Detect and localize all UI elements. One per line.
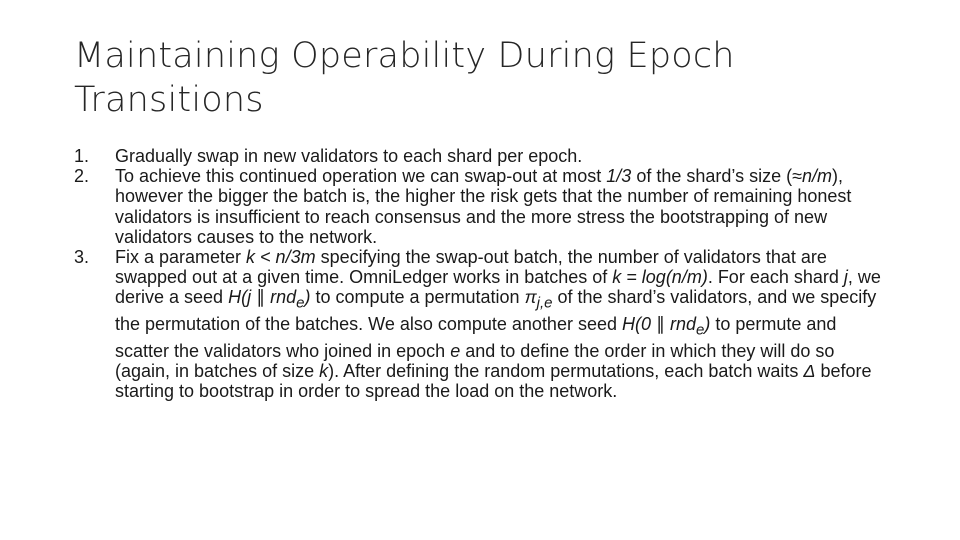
italic-text: ) <box>704 314 711 335</box>
list-item <box>74 146 884 166</box>
italic-text: k = log(n/m) <box>612 267 708 288</box>
italic-text: H(0 ∥ rnd <box>621 314 697 335</box>
subscript-text: e <box>696 321 705 339</box>
text-run: Gradually swap in new validators to each shard per epoch. <box>115 146 583 166</box>
italic-text: n/m <box>801 166 832 187</box>
list-number: 3. <box>74 247 90 268</box>
italic-text: H(j ∥ rnd <box>228 287 297 308</box>
italic-text: ) <box>304 287 311 308</box>
italic-text: π <box>524 287 537 308</box>
list-item-text <box>115 166 851 247</box>
bullet-list <box>74 146 884 402</box>
subscript-text: e <box>296 295 305 313</box>
slide-title: Maintaining Operability During Epoch Transitions <box>74 36 735 120</box>
text-run: ). After defining the random permutations, each batch waits <box>328 361 804 382</box>
text-run: specifying the swap-out batch, the number of validators that are swapped out at a given time. OmniLedger works in batches of <box>115 247 827 288</box>
text-run: to compute a permutation <box>310 287 525 308</box>
italic-text: 1/3 <box>606 166 632 187</box>
list-item-text <box>115 247 881 401</box>
text-run: of the shard’s validators, and we specify the permutation of the batches. We also compute another seed <box>115 287 877 335</box>
list-number: 2. <box>74 166 90 187</box>
list-item-text <box>115 146 582 166</box>
subscript-text: j,e <box>536 295 553 313</box>
italic-text: Δ <box>803 361 816 382</box>
text-run: . For each shard <box>707 267 844 288</box>
text-run: to permute and scatter the validators who joined in epoch <box>115 314 837 362</box>
text-run: , we derive a seed <box>115 267 881 308</box>
list-item <box>74 166 884 247</box>
italic-text: k < n/3m <box>246 247 316 268</box>
italic-text: e <box>450 341 461 362</box>
italic-text: j <box>843 267 848 288</box>
text-run: of the shard’s size (≈ <box>631 166 802 187</box>
text-run: before starting to bootstrap in order to spread the load on the network. <box>115 361 872 402</box>
list-number: 1. <box>74 146 90 166</box>
text-run: and to define the order in which they will do so (again, in batches of size <box>115 341 835 382</box>
text-run: To achieve this continued operation we can swap-out at most <box>115 166 607 187</box>
text-run: ), however the bigger the batch is, the higher the risk gets that the number of remaining honest validators is insufficient to reach consensus and the more stress the bootstrapping of new validators causes to the network. <box>115 166 852 247</box>
italic-text: k <box>319 361 329 382</box>
list-item <box>74 247 884 402</box>
text-run: Fix a parameter <box>115 247 247 268</box>
